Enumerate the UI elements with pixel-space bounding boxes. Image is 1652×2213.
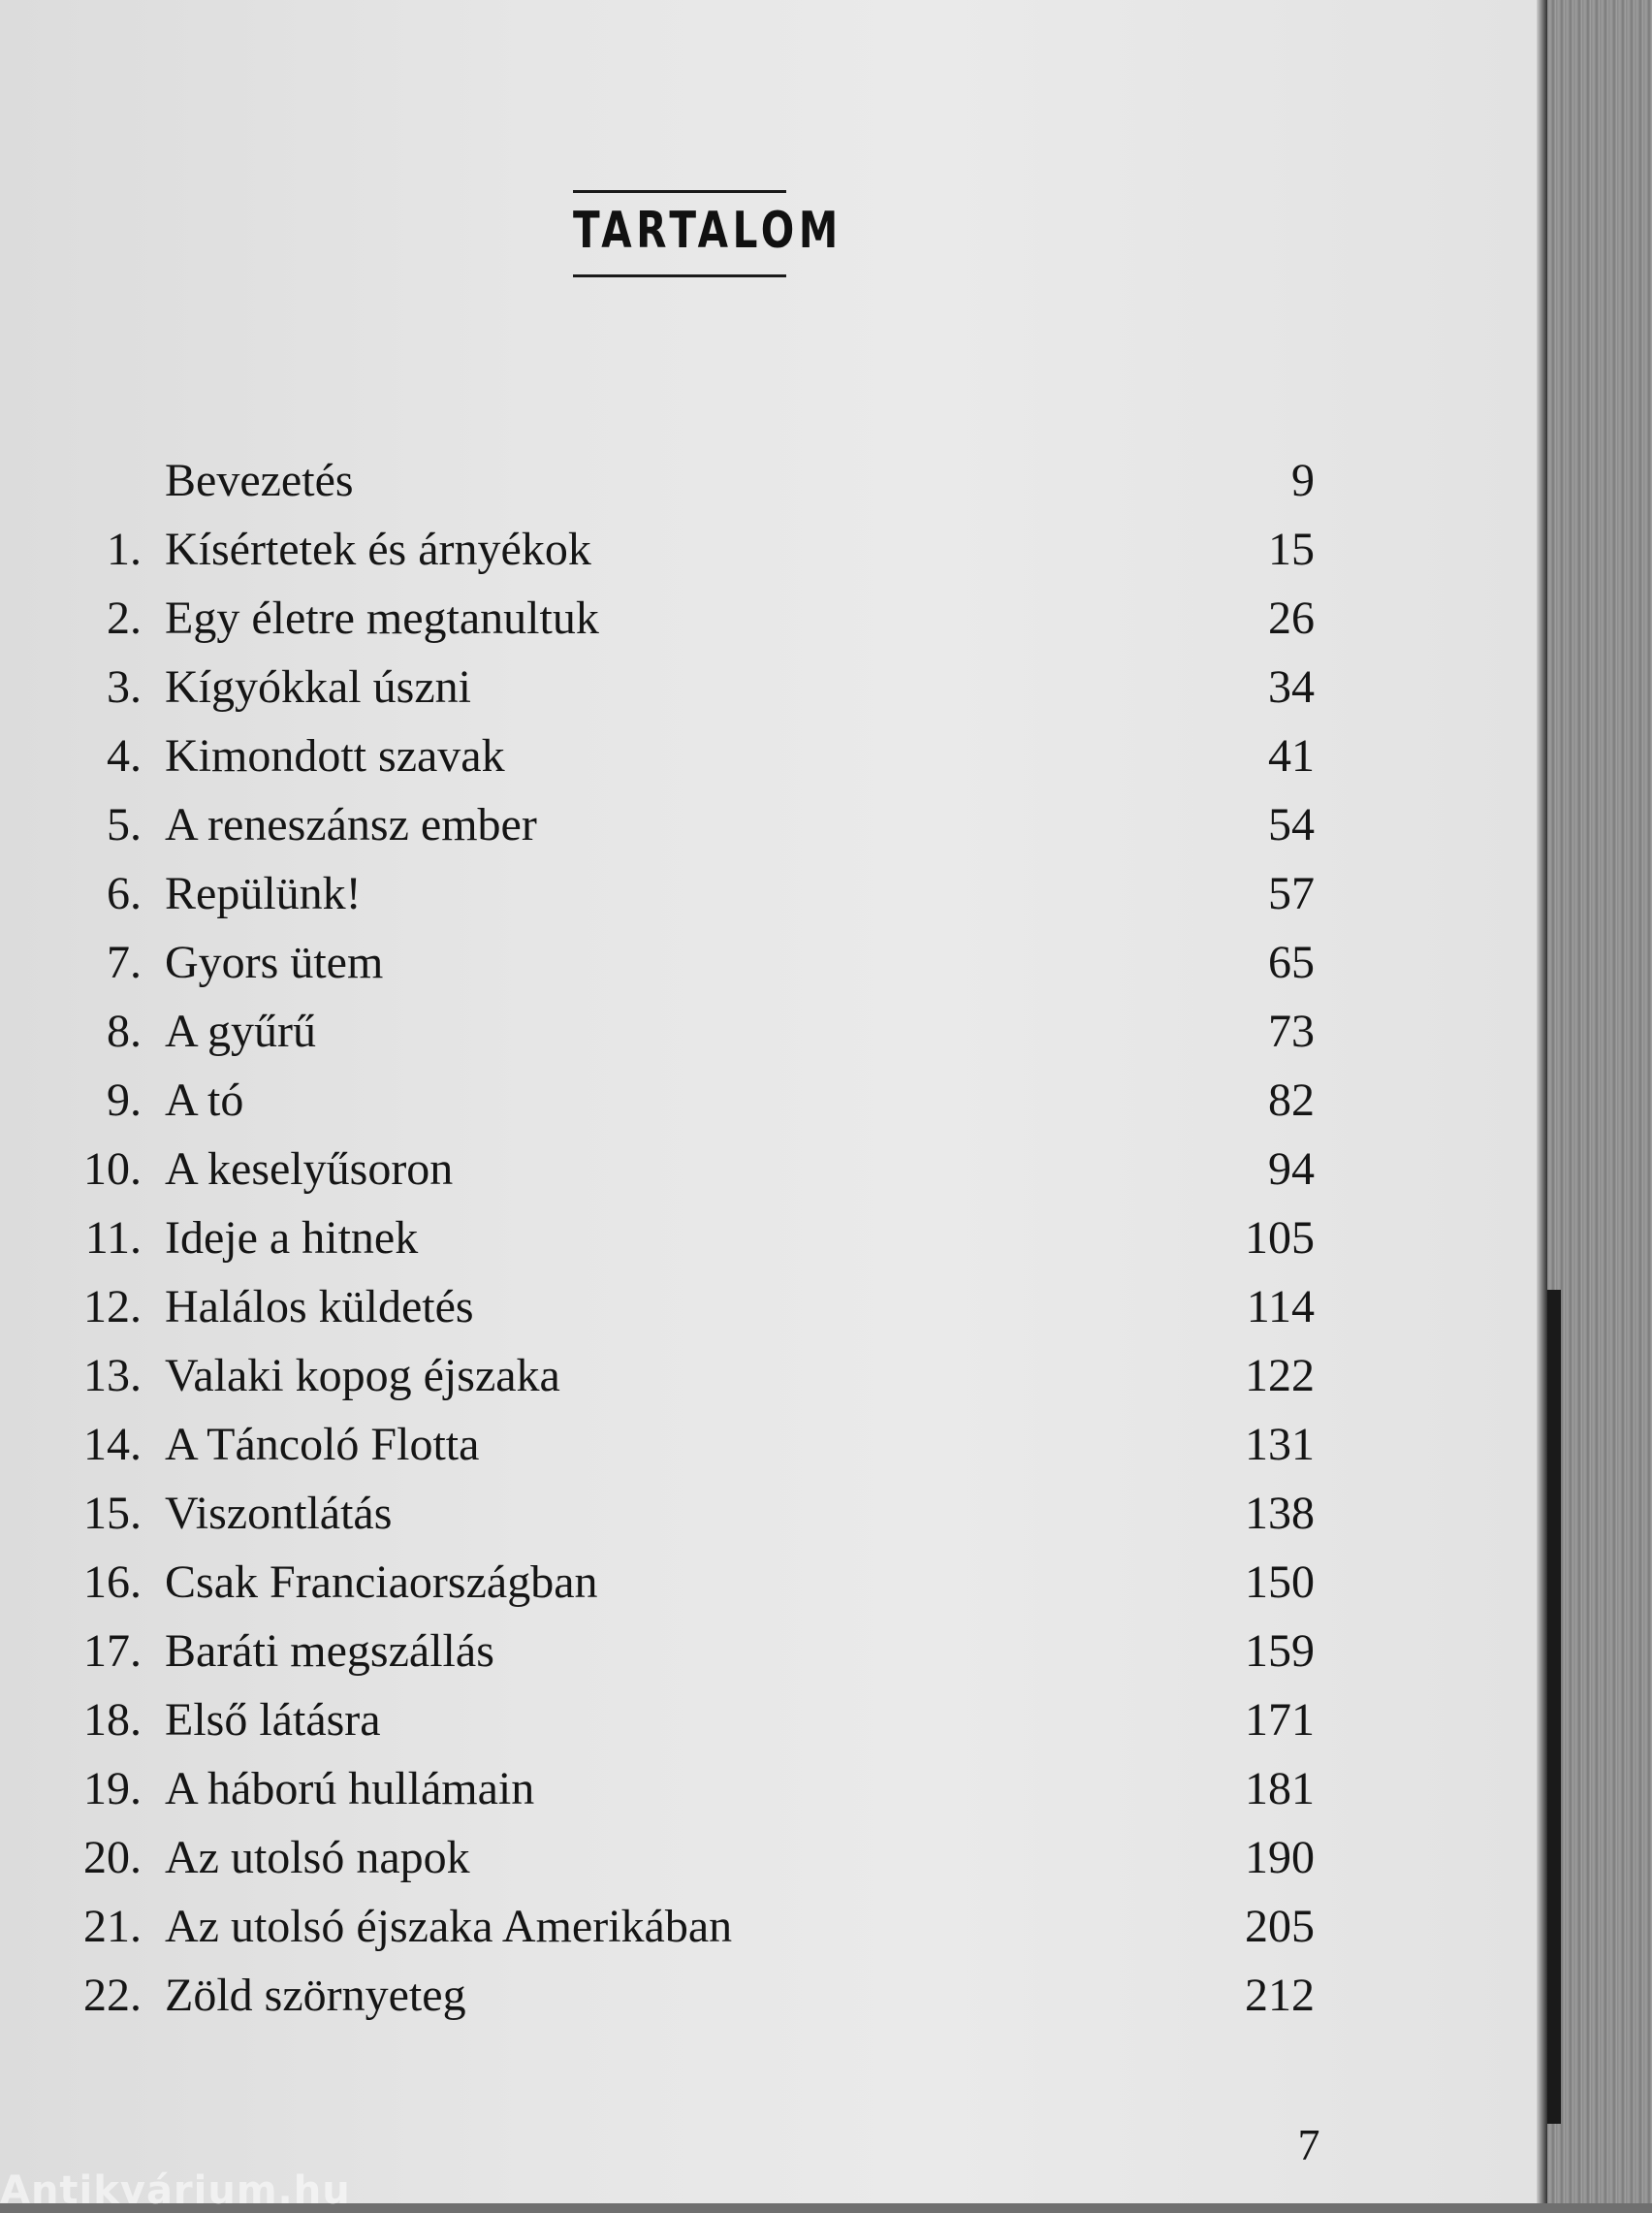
entry-title: Viszontlátás xyxy=(165,1488,393,1539)
entry-page: 9 xyxy=(1291,455,1315,506)
toc-entry xyxy=(0,1418,1541,1487)
entry-title: Kísértetek és árnyékok xyxy=(165,524,591,575)
entry-number: 11. xyxy=(84,1212,142,1264)
page-number: 7 xyxy=(1297,2120,1320,2169)
entry-page: 41 xyxy=(1268,730,1315,782)
entry-page: 212 xyxy=(1245,1970,1315,2021)
entry-title: Halálos küldetés xyxy=(165,1281,474,1332)
toc-entry xyxy=(0,798,1541,867)
entry-number: 3. xyxy=(107,661,142,713)
entry-page: 122 xyxy=(1245,1350,1315,1401)
entry-number: 10. xyxy=(83,1143,142,1195)
entry-title: A gyűrű xyxy=(165,1006,316,1057)
entry-title: Első látásra xyxy=(165,1694,381,1746)
toc-entry xyxy=(0,1831,1541,1900)
entry-title: Gyors ütem xyxy=(165,937,384,988)
entry-title: Az utolsó éjszaka Amerikában xyxy=(165,1901,733,1952)
entry-title: Az utolsó napok xyxy=(165,1832,470,1883)
entry-title: Egy életre megtanultuk xyxy=(165,593,599,644)
toc-entry xyxy=(0,660,1541,729)
entry-number: 18. xyxy=(83,1694,142,1746)
entry-title: Ideje a hitnek xyxy=(165,1212,419,1264)
entry-page: 82 xyxy=(1268,1074,1315,1126)
entry-number: 6. xyxy=(107,868,142,919)
entry-page: 131 xyxy=(1245,1419,1315,1470)
toc-entry xyxy=(0,1280,1541,1349)
toc-entry xyxy=(0,1762,1541,1831)
entry-title: Valaki kopog éjszaka xyxy=(165,1350,560,1401)
entry-number: 12. xyxy=(83,1281,142,1332)
entry-number: 16. xyxy=(83,1556,142,1608)
entry-page: 15 xyxy=(1268,524,1315,575)
entry-page: 190 xyxy=(1245,1832,1315,1883)
entry-number: 20. xyxy=(83,1832,142,1883)
entry-number: 22. xyxy=(83,1970,142,2021)
entry-title: Baráti megszállás xyxy=(165,1625,494,1677)
entry-page: 26 xyxy=(1268,593,1315,644)
entry-page: 150 xyxy=(1245,1556,1315,1608)
entry-number: 13. xyxy=(83,1350,142,1401)
toc-entry xyxy=(0,592,1541,660)
entry-page: 34 xyxy=(1268,661,1315,713)
entry-title: A Táncoló Flotta xyxy=(165,1419,480,1470)
toc-entry xyxy=(0,1693,1541,1762)
entry-number: 5. xyxy=(107,799,142,850)
entry-number: 15. xyxy=(83,1488,142,1539)
entry-number: 1. xyxy=(107,524,142,575)
toc-entry xyxy=(0,1349,1541,1418)
toc-entry xyxy=(0,1487,1541,1556)
entry-title: Zöld szörnyeteg xyxy=(165,1970,466,2021)
entry-page: 57 xyxy=(1268,868,1315,919)
entry-page: 159 xyxy=(1245,1625,1315,1677)
table-of-contents xyxy=(0,454,1541,2037)
toc-entry xyxy=(0,1211,1541,1280)
toc-entry xyxy=(0,867,1541,936)
toc-entry xyxy=(0,729,1541,798)
entry-title: A tó xyxy=(165,1074,244,1126)
entry-title: Kimondott szavak xyxy=(165,730,505,782)
toc-entry xyxy=(0,1005,1541,1074)
toc-entry xyxy=(0,936,1541,1005)
entry-number: 2. xyxy=(107,593,142,644)
entry-page: 105 xyxy=(1245,1212,1315,1264)
entry-title: A háború hullámain xyxy=(165,1763,535,1814)
toc-entry xyxy=(0,1074,1541,1142)
entry-page: 54 xyxy=(1268,799,1315,850)
entry-number: 9. xyxy=(107,1074,142,1126)
entry-number: 19. xyxy=(83,1763,142,1814)
entry-title: A reneszánsz ember xyxy=(165,799,537,850)
toc-entry xyxy=(0,1624,1541,1693)
entry-page: 94 xyxy=(1268,1143,1315,1195)
entry-page: 171 xyxy=(1245,1694,1315,1746)
entry-page: 73 xyxy=(1268,1006,1315,1057)
entry-page: 65 xyxy=(1268,937,1315,988)
book-edge xyxy=(1547,0,1652,2203)
entry-title: A keselyűsoron xyxy=(165,1143,454,1195)
entry-number: 7. xyxy=(107,937,142,988)
entry-number: 17. xyxy=(83,1625,142,1677)
watermark: Antikvárium.hu xyxy=(0,2168,351,2213)
entry-page: 181 xyxy=(1245,1763,1315,1814)
entry-title: Kígyókkal úszni xyxy=(165,661,471,713)
entry-title: Bevezetés xyxy=(165,455,354,506)
toc-entry xyxy=(0,1900,1541,1969)
entry-page: 138 xyxy=(1245,1488,1315,1539)
toc-entry xyxy=(0,1142,1541,1211)
book-edge-bar xyxy=(1547,1290,1561,2124)
entry-number: 4. xyxy=(107,730,142,782)
toc-entry xyxy=(0,454,1541,523)
entry-number: 21. xyxy=(83,1901,142,1952)
entry-number: 8. xyxy=(107,1006,142,1057)
entry-page: 205 xyxy=(1245,1901,1315,1952)
toc-entry xyxy=(0,1556,1541,1624)
entry-number: 14. xyxy=(83,1419,142,1470)
entry-title: Repülünk! xyxy=(165,868,362,919)
entry-page: 114 xyxy=(1246,1281,1315,1332)
toc-entry xyxy=(0,1969,1541,2037)
toc-entry xyxy=(0,523,1541,592)
entry-title: Csak Franciaországban xyxy=(165,1556,598,1608)
page-title: TARTALOM xyxy=(573,190,786,277)
